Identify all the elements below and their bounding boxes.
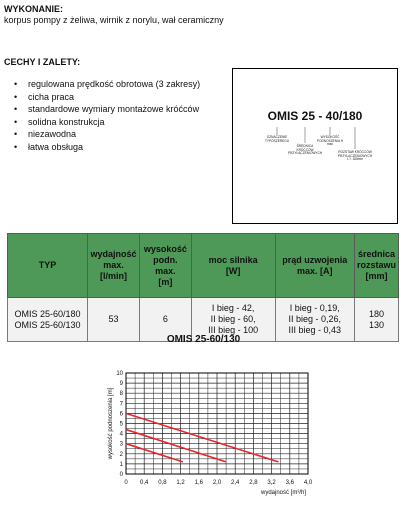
feature-item: • cicha praca: [14, 91, 200, 104]
x-tick-label: 0: [124, 480, 128, 486]
features-list: [14, 78, 200, 153]
header-current: prąd uzwojenia max. [A]: [275, 234, 354, 298]
y-tick-label: 0: [119, 472, 123, 478]
y-tick-label: 8: [119, 391, 123, 398]
y-tick-label: 4: [119, 431, 123, 438]
cell-head: 6: [140, 298, 192, 342]
model-code-title: OMIS 25 - 40/180: [267, 109, 363, 123]
feature-item: • standardowe wymiary montażowe króćców: [14, 103, 200, 116]
feature-item: • regulowana prędkość obrotowa (3 zakresy): [14, 78, 200, 91]
spec-table: [7, 233, 399, 342]
execution-heading: WYKONANIE:: [4, 4, 63, 14]
header-flow: wydajność max. [l/min]: [88, 234, 140, 298]
cell-spacing: 180 130: [354, 298, 398, 342]
x-tick-label: 4,0: [303, 480, 313, 486]
y-tick-label: 3: [119, 441, 123, 448]
x-tick-label: 3,6: [285, 480, 294, 486]
y-tick-label: 2: [119, 451, 123, 458]
cell-flow: 53: [88, 298, 140, 342]
header-power: moc silnika [W]: [191, 234, 275, 298]
x-tick-label: 2,4: [231, 480, 240, 486]
x-tick-label: 0,4: [140, 480, 149, 486]
y-tick-label: 10: [116, 371, 123, 377]
note-series: OZNACZENIE TYPOSZEREGU: [264, 135, 290, 143]
cell-type: OMIS 25-60/180 OMIS 25-60/130: [8, 298, 88, 342]
y-tick-label: 6: [119, 411, 123, 418]
series-line-2: [126, 430, 226, 462]
cell-current: I bieg - 0,19, II bieg - 0,26, III bieg - 0,43: [275, 298, 354, 342]
feature-item: • solidna konstrukcja: [14, 116, 200, 129]
x-tick-label: 0,8: [158, 480, 167, 486]
model-code-box: [232, 68, 398, 224]
feature-item: • łatwa obsługa: [14, 141, 200, 154]
note-diameter: ŚREDNICA KRÓĆCÓW PRZYŁĄCZENIOWYCH: [288, 144, 323, 156]
x-axis-label: wydajność [m³/h]: [260, 490, 306, 496]
y-tick-label: 9: [119, 381, 123, 388]
header-spacing: średnica rozstawu [mm]: [354, 234, 398, 298]
x-tick-label: 3,2: [267, 480, 276, 486]
chart-title: OMIS 25-60/130: [166, 334, 241, 345]
x-tick-label: 1,6: [194, 480, 203, 486]
performance-chart: [0, 345, 407, 510]
x-tick-label: 1,2: [176, 480, 185, 486]
table-header-row: [8, 234, 399, 298]
features-heading: CECHY I ZALETY:: [4, 57, 81, 67]
x-tick-label: 2,8: [249, 480, 258, 486]
series-line-3: [126, 444, 183, 462]
y-tick-label: 7: [119, 401, 123, 408]
x-tick-label: 2,0: [212, 480, 222, 486]
header-head: wysokość podn. max. [m]: [140, 234, 192, 298]
execution-text: korpus pompy z żeliwa, wirnik z norylu, wał ceramiczny: [4, 15, 224, 25]
y-tick-label: 5: [119, 421, 123, 428]
y-tick-label: 1: [119, 461, 123, 468]
feature-item: • niezawodna: [14, 128, 200, 141]
y-axis-label: wysokość podnoszenia [m]: [108, 387, 114, 460]
note-spacing: ROZSTAW KRÓĆCÓW PRZYŁĄCZENIOWYCH L = 180mm: [337, 150, 373, 162]
note-head: WYSOKOŚĆ PODNOSZENIA H max: [316, 135, 344, 147]
header-type: TYP: [8, 234, 88, 298]
cell-power: I bieg - 42, II bieg - 60, III bieg - 100: [191, 298, 275, 342]
